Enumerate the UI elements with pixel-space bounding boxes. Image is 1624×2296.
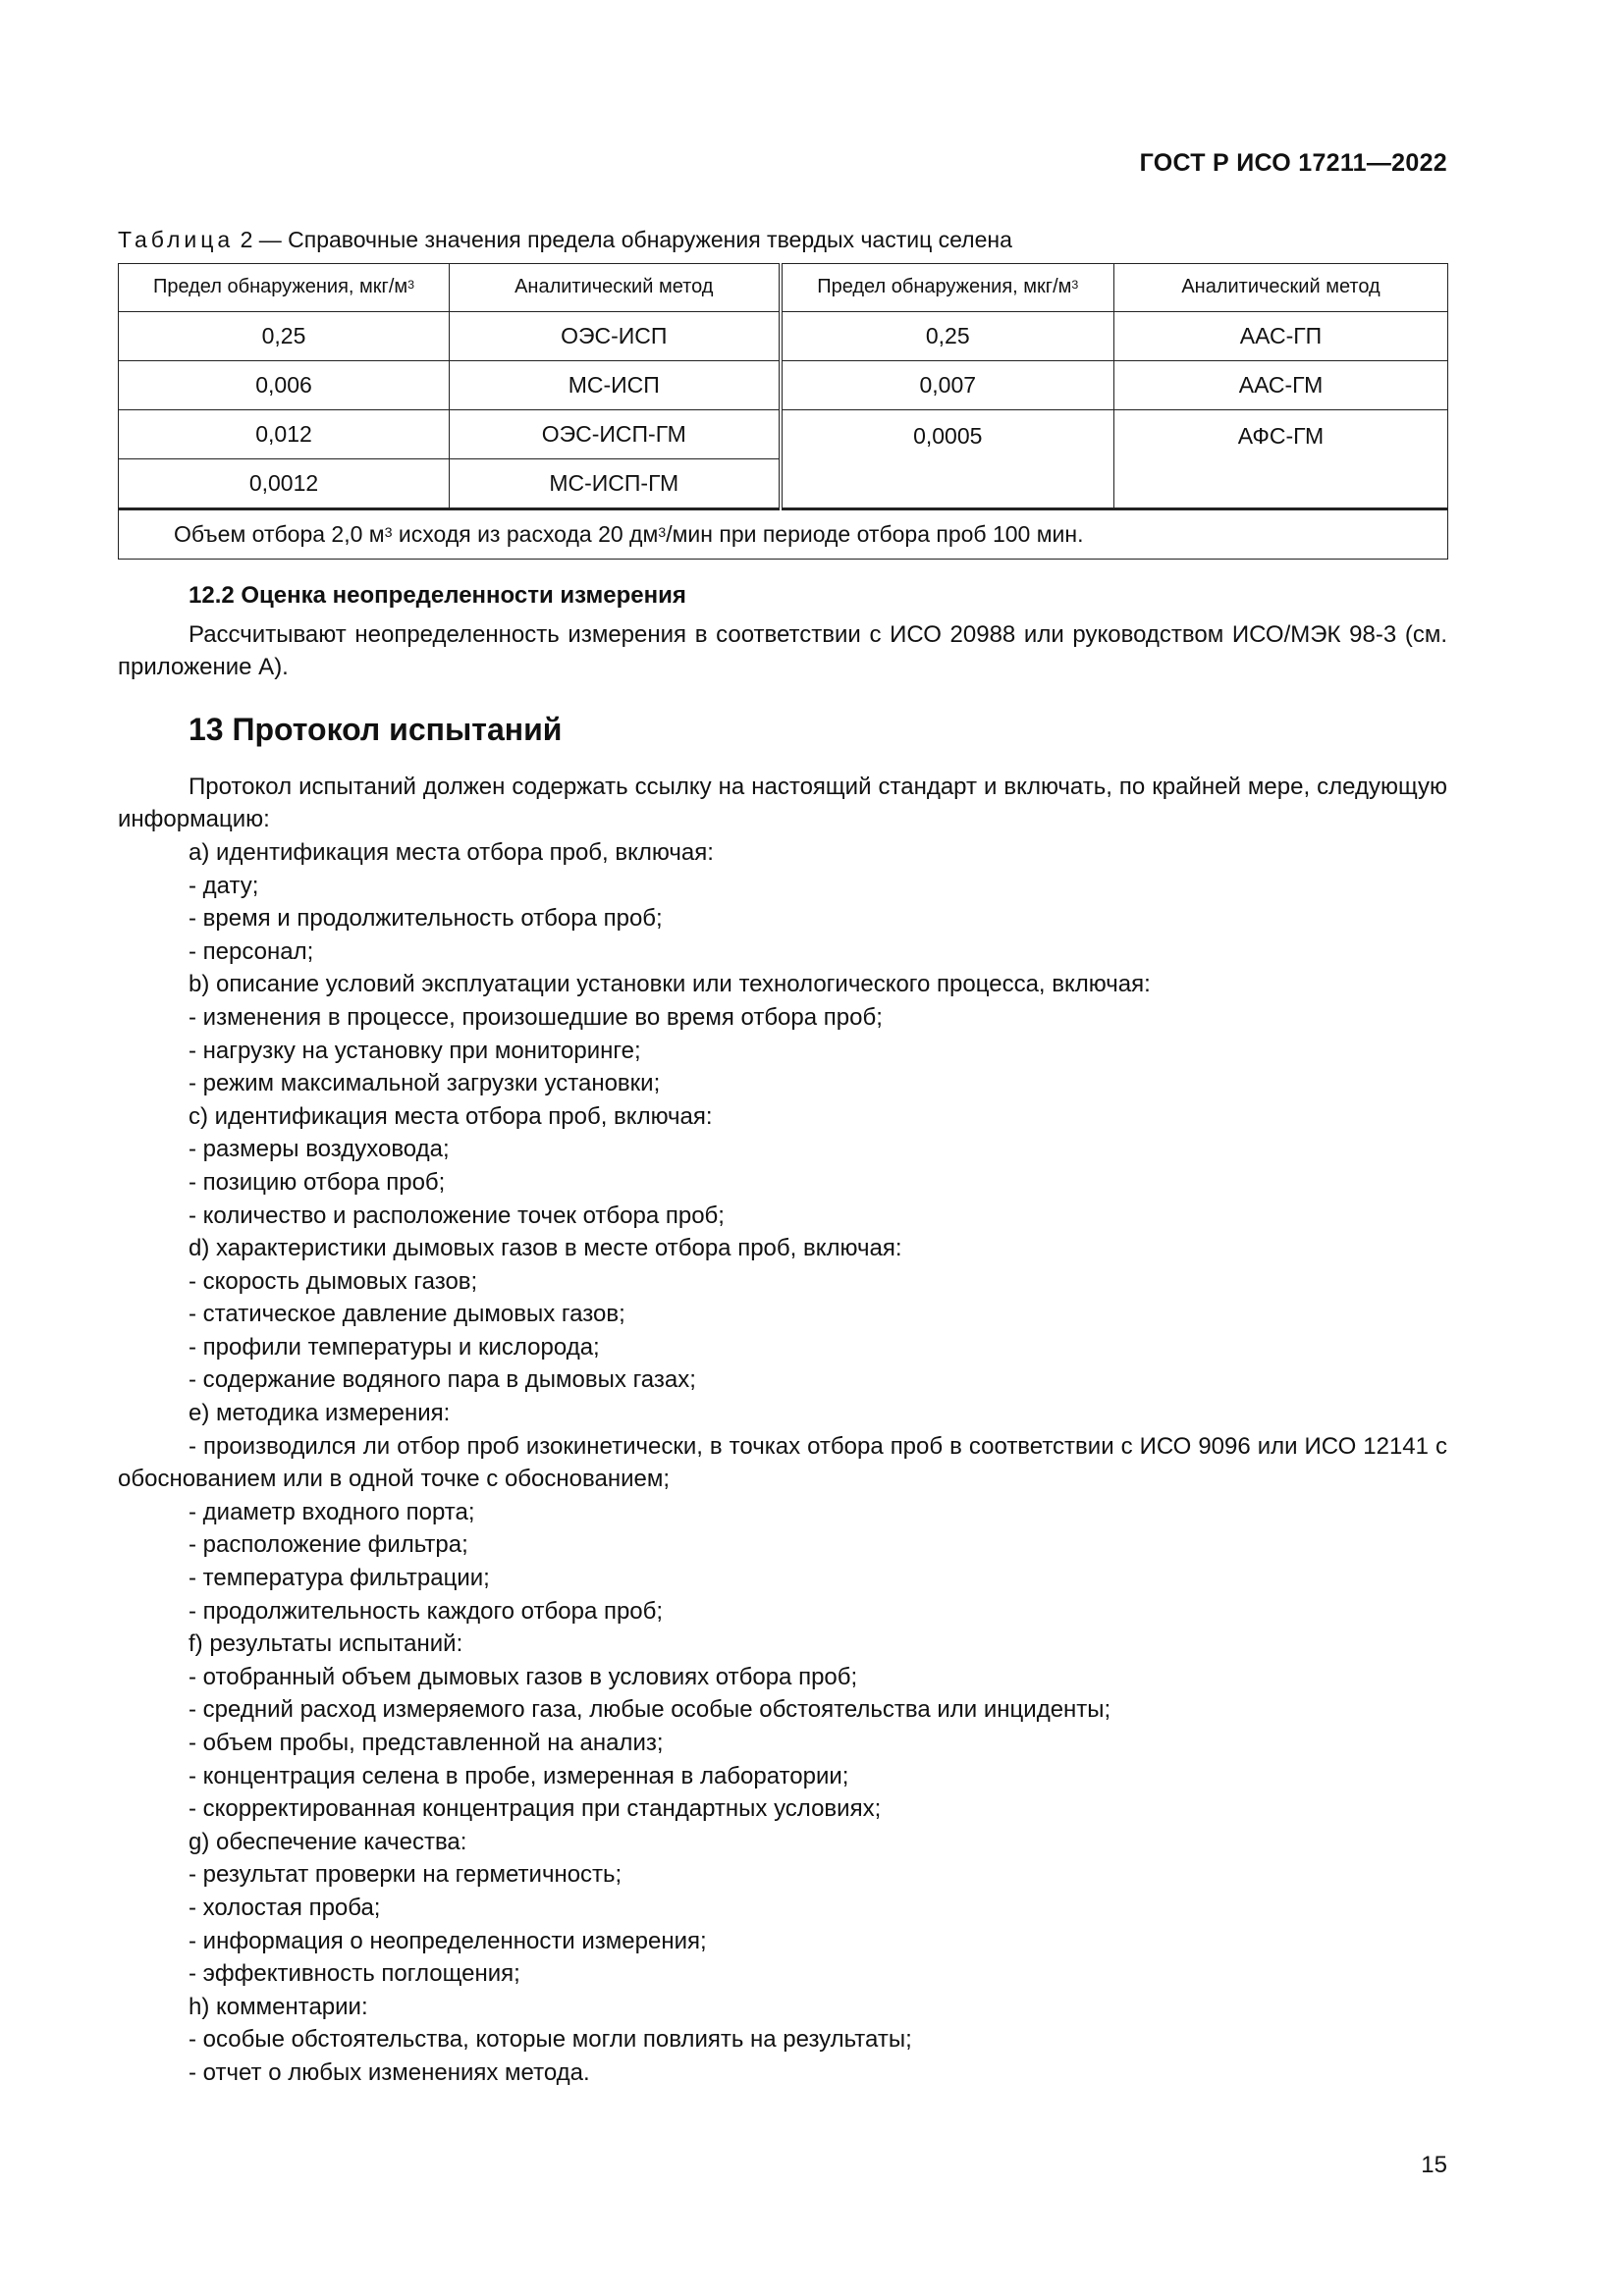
- list-item: - отобранный объем дымовых газов в условиях отбора проб;: [189, 1663, 858, 1690]
- list-item: - продолжительность каждого отбора проб;: [189, 1597, 664, 1625]
- list-item: - дату;: [189, 872, 259, 899]
- table-note: Объем отбора 2,0 $м^3$ исходя из расхода 20 $дм^3$/мин при периоде отбора проб 100 мин.: [119, 509, 1448, 560]
- list-item: - отчет о любых изменениях метода.: [189, 2058, 590, 2086]
- header-method-2: Аналитический метод: [1114, 264, 1448, 312]
- list-item: - концентрация селена в пробе, измеренная в лаборатории;: [189, 1762, 849, 1789]
- cell-limit: 0,25: [781, 312, 1114, 361]
- list-item: - профили температуры и кислорода;: [189, 1333, 600, 1361]
- cell-method: ААС-ГП: [1114, 312, 1448, 361]
- list-item: d) характеристики дымовых газов в месте отбора проб, включая:: [189, 1235, 902, 1262]
- list-item: - количество и расположение точек отбора проб;: [189, 1201, 725, 1229]
- cell-method: АФС-ГМ: [1114, 410, 1448, 509]
- list-item: - расположение фильтра;: [189, 1531, 468, 1559]
- list-item: - персонал;: [189, 937, 314, 965]
- list-item: - эффективность поглощения;: [189, 1960, 520, 1988]
- list-item: - объем пробы, представленной на анализ;: [189, 1730, 664, 1756]
- table-row: [119, 410, 1448, 459]
- list-item: f) результаты испытаний:: [189, 1630, 463, 1658]
- list-item: - температура фильтрации;: [189, 1565, 490, 1592]
- list-item: - скорость дымовых газов;: [189, 1267, 478, 1295]
- list-item: - результат проверки на герметичность;: [189, 1861, 623, 1889]
- section-title-13: 13 Протокол испытаний: [189, 711, 563, 747]
- list-item: - изменения в процессе, произошедшие во время отбора проб;: [189, 1003, 883, 1031]
- list-item: - позицию отбора проб;: [189, 1168, 446, 1196]
- cell-limit: 0,007: [781, 361, 1114, 410]
- cell-method: ОЭС-ИСП-ГМ: [450, 410, 781, 459]
- list-item: - особые обстоятельства, которые могли повлиять на результаты;: [189, 2026, 912, 2054]
- table-header-row: [119, 264, 1448, 312]
- table-row: [119, 312, 1448, 361]
- table-row: [119, 361, 1448, 410]
- cell-limit: 0,0012: [119, 459, 450, 509]
- list-item: - статическое давление дымовых газов;: [189, 1301, 625, 1328]
- list-item: - информация о неопределенности измерения;: [189, 1927, 707, 1954]
- header-method-1: Аналитический метод: [450, 264, 781, 312]
- header-detection-limit-1: Предел обнаружения, мкг/$м^3$: [119, 264, 450, 312]
- table-caption: [118, 224, 1447, 253]
- page-content: [118, 224, 1447, 2090]
- list-item: - размеры воздуховода;: [189, 1136, 450, 1163]
- list-item: - время и продолжительность отбора проб;: [189, 905, 663, 933]
- list-item: c) идентификация места отбора проб, включая:: [189, 1102, 713, 1130]
- cell-method: МС-ИСП-ГМ: [450, 459, 781, 509]
- list-item-long: - производился ли отбор проб изокинетически, в точках отбора проб в соответствии с ИСО 9096 или ИСО 12141 с обоснованием или в одной точке с обоснованием;: [118, 1432, 1447, 1493]
- list-item: b) описание условий эксплуатации установки или технологического процесса, включая:: [189, 971, 1151, 998]
- header-detection-limit-2: Предел обнаружения, мкг/$м^3$: [781, 264, 1114, 312]
- list-item: - режим максимальной загрузки установки;: [189, 1070, 661, 1097]
- list-item: g) обеспечение качества:: [189, 1828, 467, 1855]
- table-caption-text: 2 — Справочные значения предела обнаружения твердых частиц селена: [234, 227, 1012, 252]
- list-item: - диаметр входного порта;: [189, 1498, 475, 1525]
- cell-limit: 0,0005: [781, 410, 1114, 509]
- list-item: e) методика измерения:: [189, 1400, 451, 1427]
- list-item: a) идентификация места отбора проб, включая:: [189, 838, 714, 866]
- cell-limit: 0,25: [119, 312, 450, 361]
- cell-method: ОЭС-ИСП: [450, 312, 781, 361]
- list-item: - нагрузку на установку при мониторинге;: [189, 1037, 641, 1064]
- page-number: 15: [1421, 2152, 1447, 2178]
- list-item: - холостая проба;: [189, 1894, 381, 1921]
- document-header: ГОСТ Р ИСО 17211—2022: [1139, 149, 1447, 177]
- list-item: - средний расход измеряемого газа, любые особые обстоятельства или инциденты;: [189, 1696, 1111, 1724]
- cell-limit: 0,006: [119, 361, 450, 410]
- list-item: - скорректированная концентрация при стандартных условиях;: [189, 1795, 882, 1823]
- cell-method: ААС-ГМ: [1114, 361, 1448, 410]
- cell-method: МС-ИСП: [450, 361, 781, 410]
- subsection-title-12-2: 12.2 Оценка неопределенности измерения: [189, 582, 686, 609]
- detection-limit-table: [118, 263, 1448, 560]
- table-note-row: [119, 509, 1448, 560]
- table-caption-prefix: Таблица: [118, 227, 235, 252]
- cell-limit: 0,012: [119, 410, 450, 459]
- protocol-list: [118, 836, 1447, 2090]
- paragraph-uncertainty: Рассчитывают неопределенность измерения в соответствии с ИСО 20988 или руководством ИСО/МЭК 98-3 (см. приложение А).: [118, 620, 1447, 681]
- paragraph-protocol-intro: Протокол испытаний должен содержать ссылку на настоящий стандарт и включать, по крайней мере, следующую информацию:: [118, 773, 1447, 833]
- list-item: h) комментарии:: [189, 1993, 368, 2020]
- list-item: - содержание водяного пара в дымовых газах;: [189, 1366, 696, 1394]
